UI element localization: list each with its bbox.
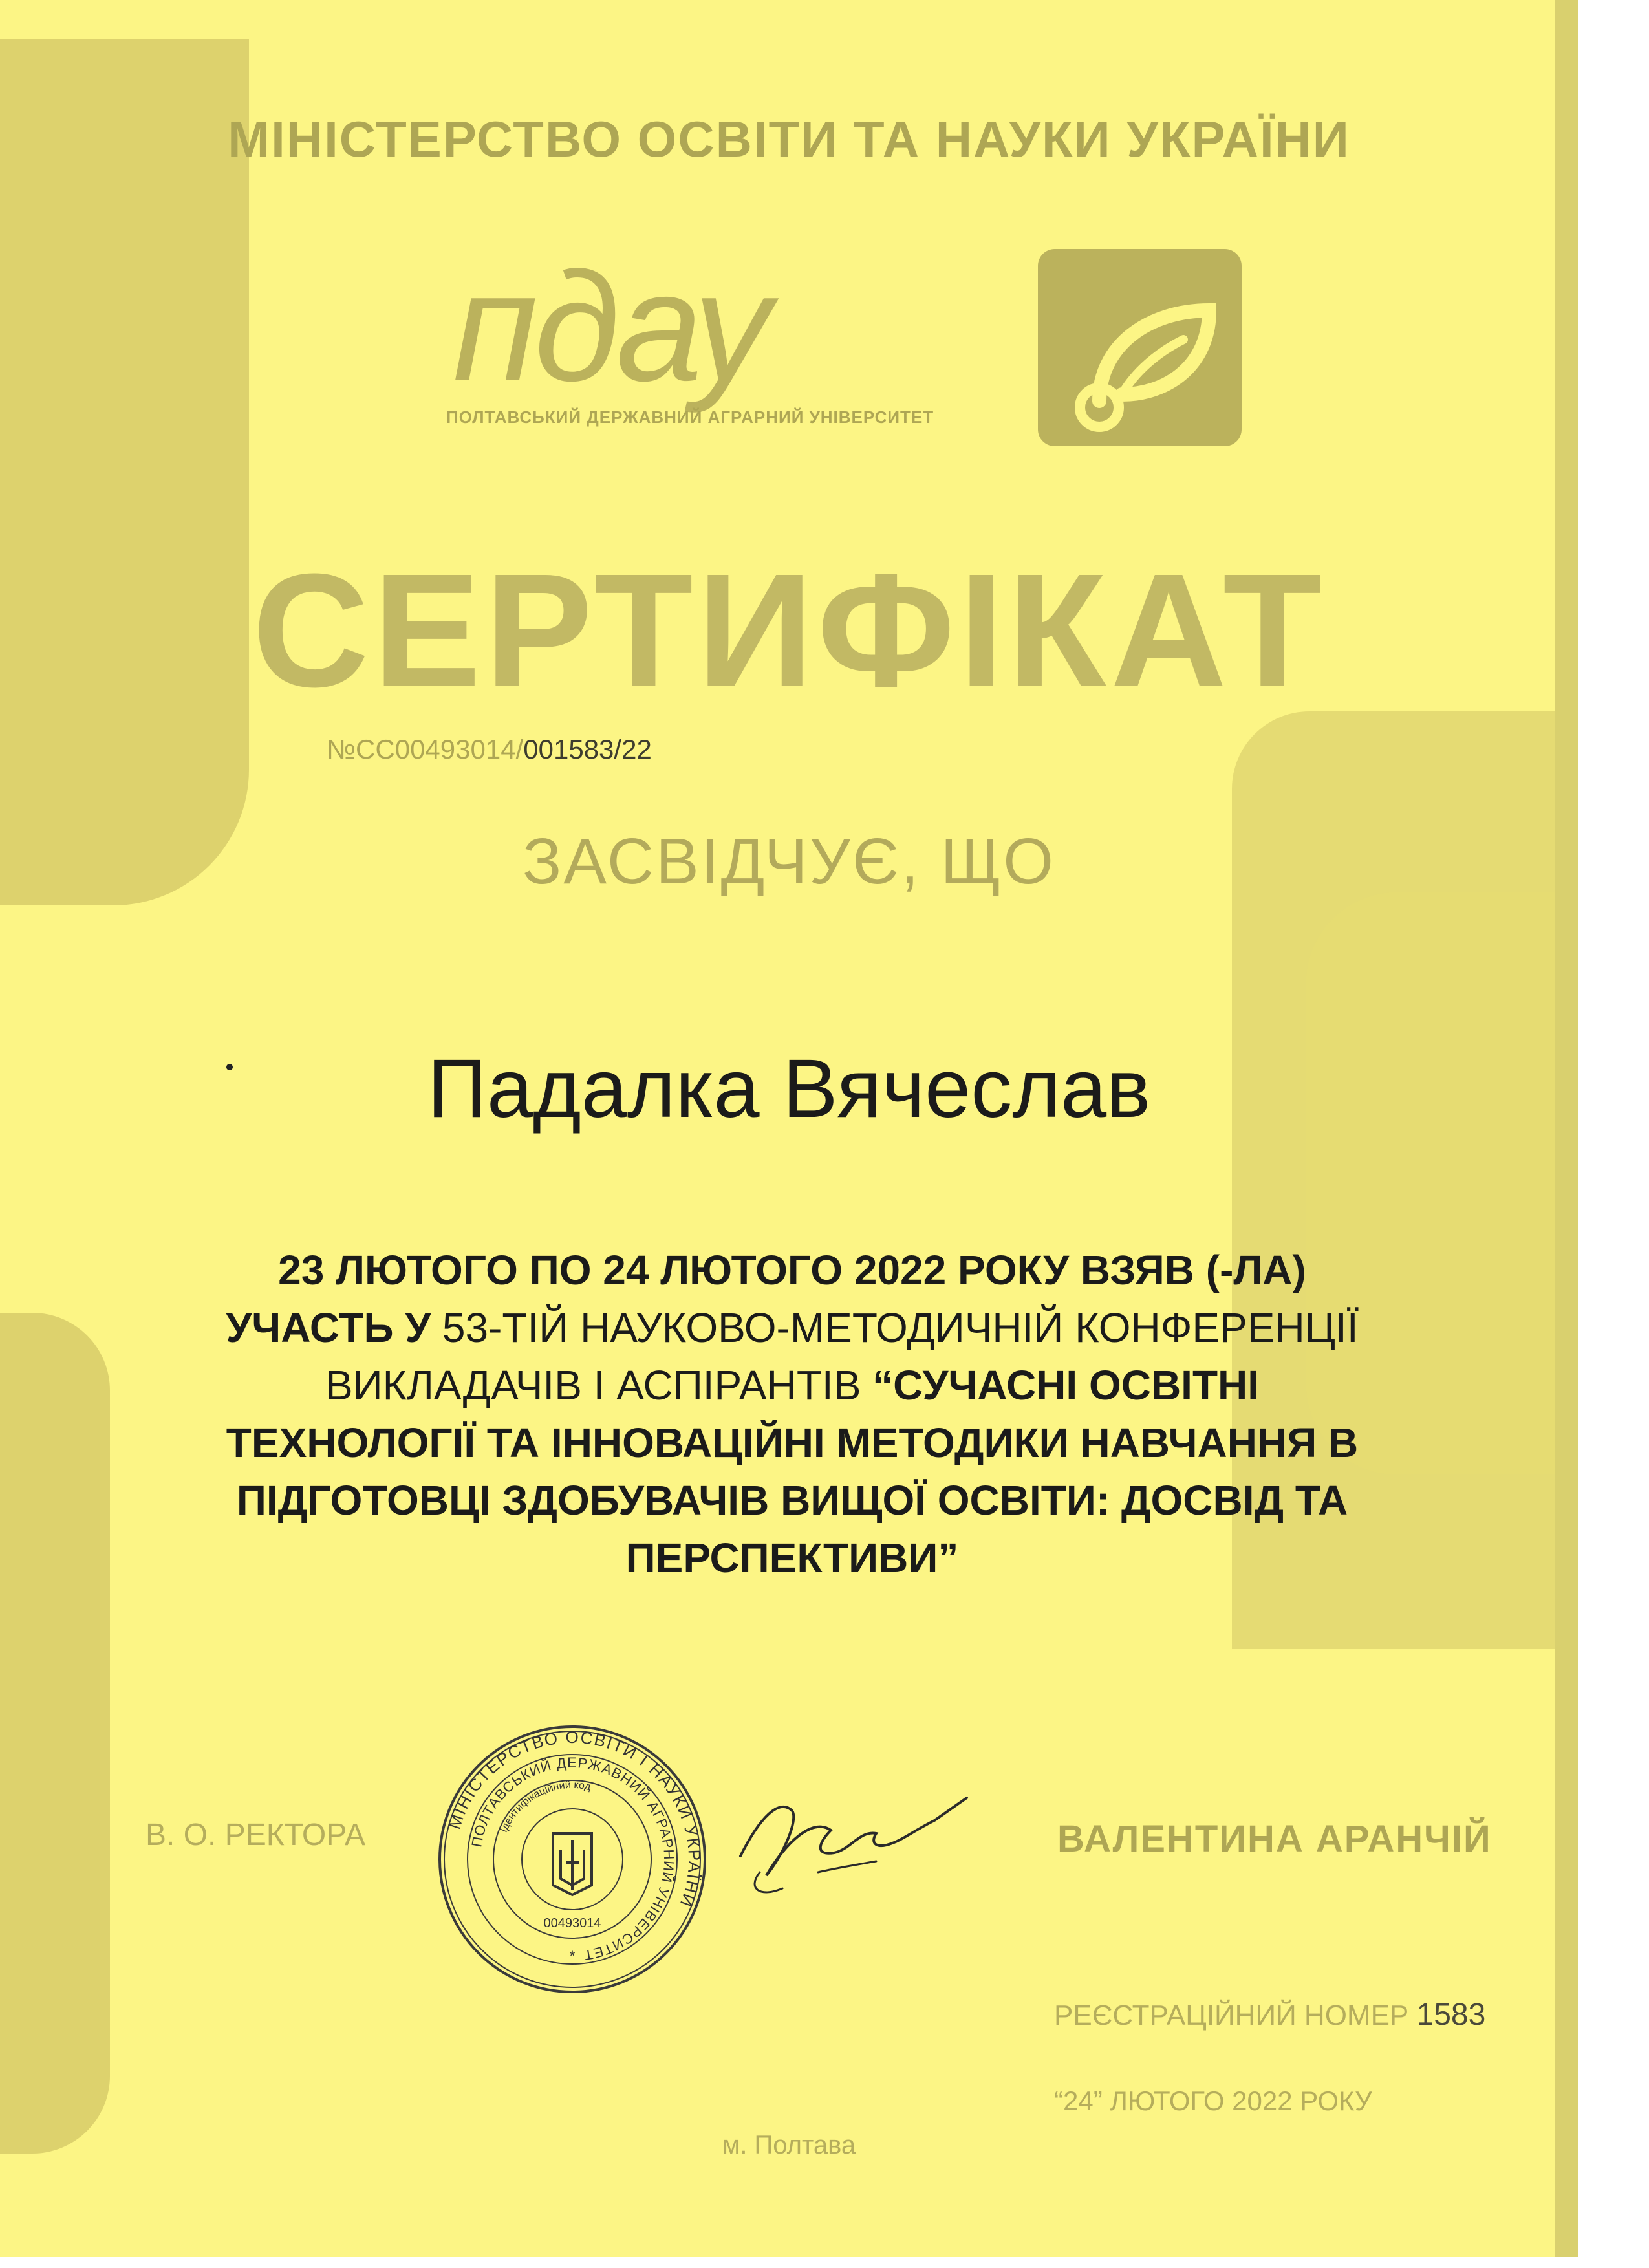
certificate-number-value: 001583/22	[523, 734, 652, 764]
rector-label: В. О. РЕКТОРА	[146, 1818, 366, 1852]
recipient-name: Падалка Вячеслав	[427, 1042, 1151, 1135]
description-line-3-bold: “СУЧАСНІ ОСВІТНІ	[872, 1362, 1260, 1409]
svg-text:*: *	[569, 1948, 576, 1964]
description-line-5: ПІДГОТОВЦІ ЗДОБУВАЧІВ ВИЩОЇ ОСВІТИ: ДОСВІД ТА	[236, 1477, 1348, 1524]
leaf-logo-icon	[1038, 249, 1242, 446]
registration-number	[1054, 1997, 1485, 2033]
registration-label: РЕЄСТРАЦІЙНИЙ НОМЕР	[1054, 2000, 1409, 2031]
description-line-1: 23 ЛЮТОГО ПО 24 ЛЮТОГО 2022 РОКУ ВЗЯВ (-ЛА)	[278, 1247, 1306, 1293]
issue-city: м. Полтава	[722, 2131, 856, 2159]
left-decor-band-bottom	[0, 1313, 110, 2154]
university-logo-wordmark: пдау	[453, 240, 768, 413]
seal-middle-text: ПОЛТАВСЬКИЙ ДЕРЖАВНИЙ АГРАРНИЙ УНІВЕРСИТЕТ	[468, 1754, 678, 1963]
rector-name: ВАЛЕНТИНА АРАНЧІЙ	[1057, 1818, 1492, 1860]
seal-inner-text: Ідентифікаційний код	[498, 1779, 592, 1835]
rector-signature-icon	[721, 1759, 980, 1927]
university-seal-icon	[433, 1720, 711, 1998]
university-logo-subtitle: ПОЛТАВСЬКИЙ ДЕРЖАВНИЙ АГРАРНИЙ УНІВЕРСИТЕТ	[446, 407, 934, 427]
certificate-title: СЕРТИФІКАТ	[252, 540, 1326, 720]
seal-outer-text: МІНІСТЕРСТВО ОСВІТИ І НАУКИ УКРАЇНИ	[444, 1727, 705, 1910]
description-line-6: ПЕРСПЕКТИВИ”	[625, 1535, 959, 1581]
participation-description	[162, 1242, 1423, 1587]
left-decor-band-top	[0, 39, 249, 905]
issue-date: “24” ЛЮТОГО 2022 РОКУ	[1054, 2086, 1372, 2116]
ministry-heading: МІНІСТЕРСТВО ОСВІТИ ТА НАУКИ УКРАЇНИ	[228, 111, 1350, 167]
description-line-3: ВИКЛАДАЧІВ І АСПІРАНТІВ	[325, 1362, 873, 1409]
certificate-number	[327, 734, 652, 765]
description-line-2-bold: УЧАСТЬ У	[226, 1304, 431, 1351]
description-line-4: ТЕХНОЛОГІЇ ТА ІННОВАЦІЙНІ МЕТОДИКИ НАВЧАННЯ В	[226, 1420, 1359, 1466]
registration-value: 1583	[1416, 1998, 1486, 2032]
description-line-2: 53-ТІЙ НАУКОВО-МЕТОДИЧНІЙ КОНФЕРЕНЦІЇ	[431, 1304, 1359, 1351]
seal-code: 00493014	[543, 1916, 601, 1930]
certifies-that-label: ЗАСВІДЧУЄ, ЩО	[522, 825, 1056, 898]
certificate-number-prefix: №СС00493014/	[327, 734, 524, 764]
